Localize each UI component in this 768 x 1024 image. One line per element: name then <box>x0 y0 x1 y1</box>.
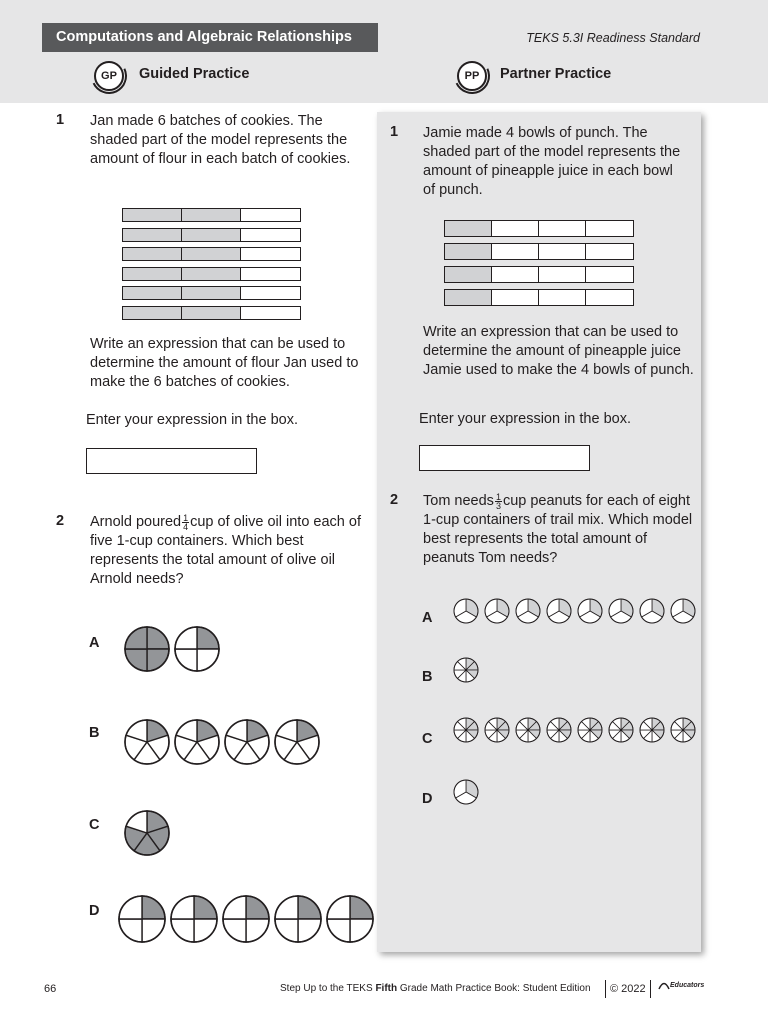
shaded-segment <box>445 221 492 236</box>
shaded-segment <box>123 268 182 280</box>
unshaded-segment <box>586 221 633 236</box>
fraction-circle-icon <box>453 657 479 683</box>
fraction-circle-icon <box>515 717 541 743</box>
bar-row <box>444 289 634 306</box>
fraction-circle-icon <box>484 598 510 624</box>
option-d-label[interactable]: D <box>89 903 100 919</box>
fraction-circle-icon <box>546 717 572 743</box>
question-text: Arnold poured $\frac{1}{4}$ cup of olive oil into each of five 1-cup containers. Which best represents the total amount of olive oil Arnold needs? <box>90 512 361 587</box>
shaded-segment <box>123 287 182 299</box>
unshaded-segment <box>539 244 586 259</box>
shaded-segment <box>182 287 241 299</box>
pp-badge-icon: PP <box>457 61 487 91</box>
unshaded-segment <box>492 244 539 259</box>
unshaded-segment <box>241 248 300 260</box>
question-number: 2 <box>390 492 399 508</box>
fraction-circle-icon <box>174 626 220 672</box>
option-b-label[interactable]: B <box>422 669 433 685</box>
unshaded-segment <box>586 290 633 305</box>
option-d-model[interactable] <box>118 895 374 943</box>
fraction-circle-icon <box>577 717 603 743</box>
option-c-model[interactable] <box>453 717 696 743</box>
fraction-circle-icon <box>453 598 479 624</box>
publisher-logo-icon <box>658 980 670 990</box>
fraction: $\frac{1}{4}$ <box>183 512 189 532</box>
teks-standard: TEKS 5.3I Readiness Standard <box>526 31 700 45</box>
question-text: Tom needs $\frac{1}{3}$ cup peanuts for each of eight 1-cup containers of trail mix. Which model best represents the total amount of peanuts Tom needs? <box>423 491 693 566</box>
shaded-segment <box>182 209 241 221</box>
fraction-circle-icon <box>174 719 220 765</box>
fraction-circle-icon <box>453 717 479 743</box>
shaded-segment <box>445 244 492 259</box>
option-b-label[interactable]: B <box>89 725 100 741</box>
bar-row <box>444 220 634 237</box>
bar-row <box>122 208 301 222</box>
bar-row <box>122 286 301 300</box>
publisher-logo: Educators <box>658 980 704 990</box>
shaded-segment <box>123 307 182 319</box>
shaded-segment <box>123 248 182 260</box>
fraction-circle-icon <box>484 717 510 743</box>
option-b-model[interactable] <box>453 657 479 683</box>
fraction-circle-icon <box>124 719 170 765</box>
book-title: Step Up to the TEKS Fifth Grade Math Practice Book: Student Edition <box>280 983 591 994</box>
question-number: 1 <box>390 124 399 140</box>
fraction-circle-icon <box>608 598 634 624</box>
fraction-circle-icon <box>608 717 634 743</box>
fraction-circle-icon <box>670 598 696 624</box>
fraction-circle-icon <box>453 779 479 805</box>
unshaded-segment <box>539 267 586 282</box>
bar-row <box>444 243 634 260</box>
instruction-text: Write an expression that can be used to determine the amount of pineapple juice Jamie used to make the 4 bowls of punch. <box>423 324 694 378</box>
partner-practice-label: Partner Practice <box>500 66 612 82</box>
fraction-circle-icon <box>124 810 170 856</box>
unshaded-segment <box>539 221 586 236</box>
fraction-circle-icon <box>546 598 572 624</box>
fraction-circle-icon <box>118 895 166 943</box>
fraction-circle-icon <box>124 626 170 672</box>
fraction-circle-icon <box>577 598 603 624</box>
shaded-segment <box>182 268 241 280</box>
shaded-segment <box>123 229 182 241</box>
fraction-circle-icon <box>224 719 270 765</box>
fraction-circle-icon <box>170 895 218 943</box>
fraction-circle-icon <box>639 598 665 624</box>
bar-row <box>122 247 301 261</box>
unshaded-segment <box>492 290 539 305</box>
option-a-label[interactable]: A <box>422 610 433 626</box>
unshaded-segment <box>586 267 633 282</box>
instruction-text: Write an expression that can be used to determine the amount of flour Jan used to make the 6 batches of cookies. <box>90 336 359 390</box>
bar-row <box>122 267 301 281</box>
question-number: 1 <box>56 112 65 128</box>
bar-row <box>444 266 634 283</box>
bar-row <box>122 228 301 242</box>
fraction-circle-icon <box>326 895 374 943</box>
shaded-segment <box>123 209 182 221</box>
question-number: 2 <box>56 513 65 529</box>
fraction-circle-icon <box>222 895 270 943</box>
option-d-label[interactable]: D <box>422 791 433 807</box>
fraction-circle-icon <box>274 719 320 765</box>
copyright: © 2022 <box>605 980 651 998</box>
shaded-segment <box>182 307 241 319</box>
expression-input[interactable] <box>86 448 257 474</box>
shaded-segment <box>182 248 241 260</box>
bar-row <box>122 306 301 320</box>
fraction: $\frac{1}{3}$ <box>495 491 501 511</box>
unshaded-segment <box>241 229 300 241</box>
option-c-label[interactable]: C <box>89 817 100 833</box>
unshaded-segment <box>241 307 300 319</box>
option-a-label[interactable]: A <box>89 635 100 651</box>
question-text: Jan made 6 batches of cookies. The shaded part of the model represents the amount of flour in each batch of cookies. <box>90 113 351 167</box>
section-title: Computations and Algebraic Relationships <box>42 23 378 52</box>
guided-practice-label: Guided Practice <box>139 66 250 82</box>
option-d-model[interactable] <box>453 779 479 805</box>
shaded-segment <box>445 290 492 305</box>
option-b-model[interactable] <box>124 719 320 765</box>
fraction-circle-icon <box>274 895 322 943</box>
fraction-circle-icon <box>670 717 696 743</box>
page-number: 66 <box>44 983 57 995</box>
prompt-text: Enter your expression in the box. <box>86 412 298 428</box>
unshaded-segment <box>539 290 586 305</box>
option-c-model[interactable] <box>124 810 170 856</box>
unshaded-segment <box>492 267 539 282</box>
expression-input[interactable] <box>419 445 590 471</box>
option-a-model[interactable] <box>124 626 220 672</box>
option-a-model[interactable] <box>453 598 696 624</box>
unshaded-segment <box>241 287 300 299</box>
shaded-segment <box>445 267 492 282</box>
question-text: Jamie made 4 bowls of punch. The shaded part of the model represents the amount of pineapple juice in each bowl of punch. <box>423 125 681 198</box>
fraction-circle-icon <box>639 717 665 743</box>
unshaded-segment <box>241 209 300 221</box>
fraction-circle-icon <box>515 598 541 624</box>
unshaded-segment <box>241 268 300 280</box>
unshaded-segment <box>586 244 633 259</box>
option-c-label[interactable]: C <box>422 731 433 747</box>
unshaded-segment <box>492 221 539 236</box>
shaded-segment <box>182 229 241 241</box>
gp-badge-icon: GP <box>94 61 124 91</box>
prompt-text: Enter your expression in the box. <box>419 411 631 427</box>
